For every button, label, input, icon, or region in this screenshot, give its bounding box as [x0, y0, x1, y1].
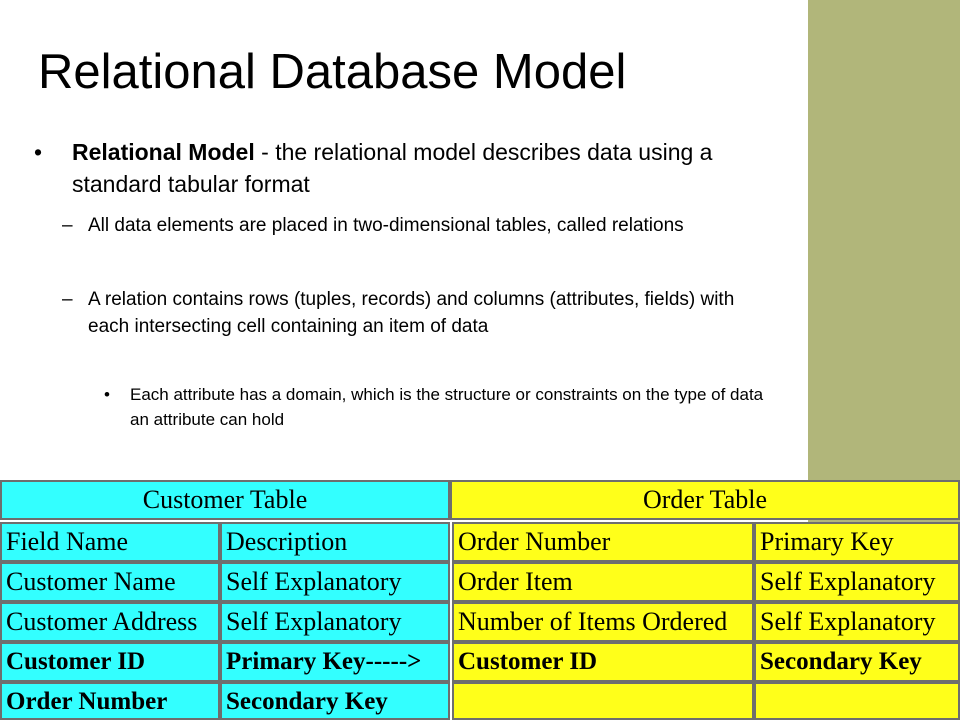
table-cell: Self Explanatory [220, 602, 450, 642]
table-cell: Customer ID [452, 642, 754, 682]
table-cell [452, 682, 754, 720]
bullet-rest: - the relational model describes data using a standard tabular format [72, 139, 713, 197]
bullet-bold-term: Relational Model [72, 139, 255, 165]
table-cell: Order Number [0, 682, 220, 720]
bullet-mark: • [34, 139, 43, 165]
bullet-text [72, 136, 792, 200]
customer-table-header: Customer Table [0, 480, 450, 520]
table-cell: Description [220, 522, 450, 562]
table-cell: Self Explanatory [754, 562, 960, 602]
table-cell: Order Number [452, 522, 754, 562]
dash-mark: – [62, 215, 73, 236]
bullet-text: A relation contains rows (tuples, records) and columns (attributes, fields) with each intersecting cell containing an item of data [88, 289, 735, 337]
table-cell: Secondary Key [754, 642, 960, 682]
table-cell: Secondary Key [220, 682, 450, 720]
table-cell: Field Name [0, 522, 220, 562]
dash-mark: – [62, 289, 73, 310]
table-cell: Self Explanatory [754, 602, 960, 642]
bullet-text: All data elements are placed in two-dimensional tables, called relations [88, 215, 684, 236]
table-cell: Self Explanatory [220, 562, 450, 602]
bullet-mark: • [104, 385, 110, 404]
table-cell: Primary Key [754, 522, 960, 562]
table-cell: Number of Items Ordered [452, 602, 754, 642]
table-cell: Customer Name [0, 562, 220, 602]
order-table-header: Order Table [450, 480, 960, 520]
relations-table [0, 480, 960, 720]
table-cell: Order Item [452, 562, 754, 602]
table-cell [754, 682, 960, 720]
table-cell: Customer ID [0, 642, 220, 682]
slide-title: Relational Database Model [38, 45, 627, 99]
table-cell: Customer Address [0, 602, 220, 642]
table-cell: Primary Key-----> [220, 642, 450, 682]
bullet-text: Each attribute has a domain, which is the structure or constraints on the type of data an attribute can hold [130, 385, 764, 429]
